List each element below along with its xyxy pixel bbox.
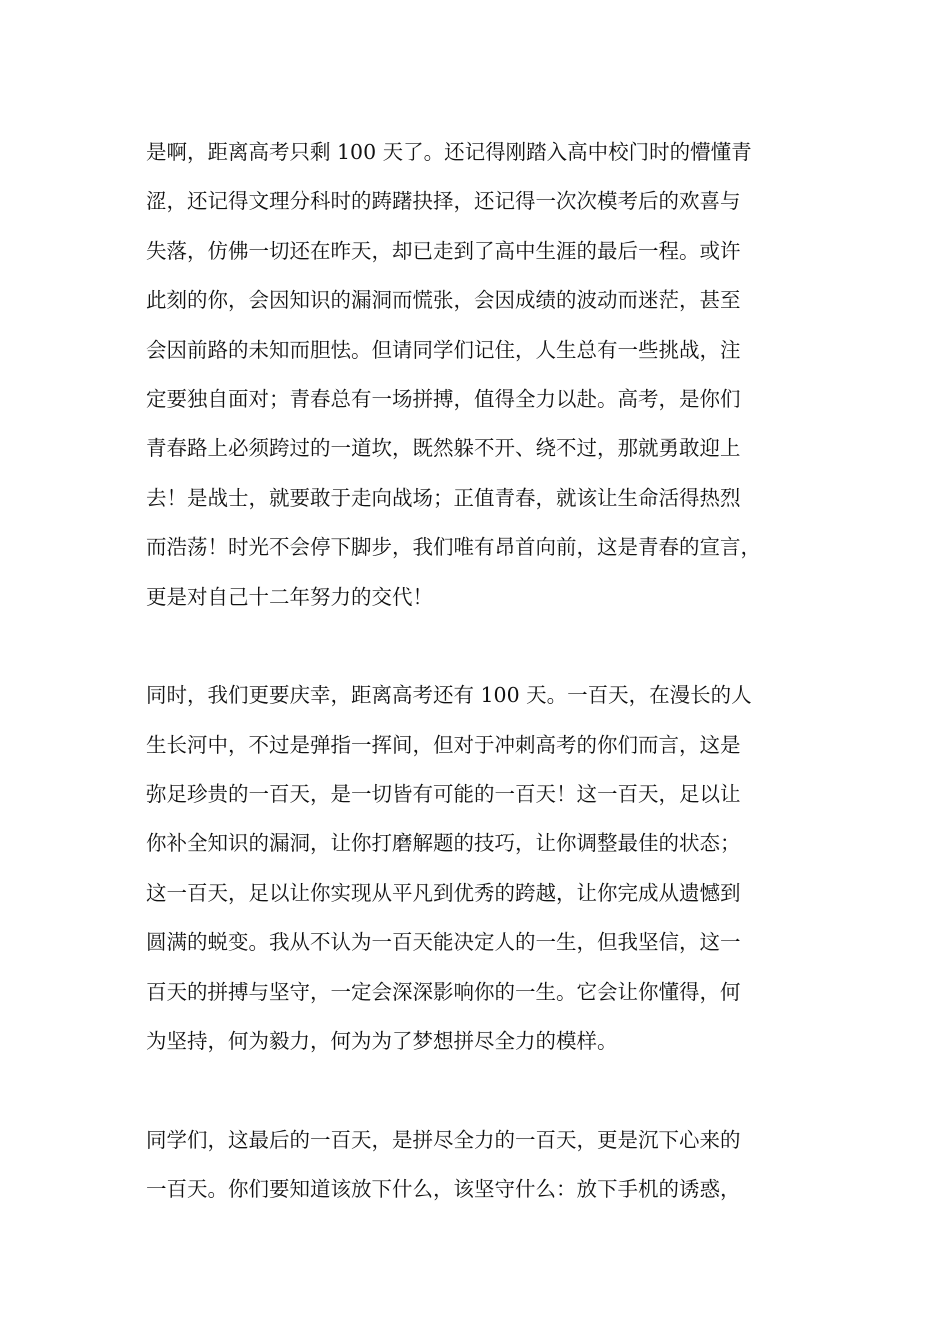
text-line: 此刻的你，会因知识的漏洞而慌张，会因成绩的波动而迷茫，甚至 (146, 288, 741, 313)
text-line: 同时，我们更要庆幸，距离高考还有 100 天。一百天，在漫长的人 (146, 683, 752, 708)
text-line: 青春路上必须跨过的一道坎，既然躲不开、绕不过，那就勇敢迎上 (146, 436, 741, 461)
text-line: 为坚持，何为毅力，何为为了梦想拼尽全力的模样。 (146, 1029, 618, 1054)
text-line: 去！是战士，就要敢于走向战场；正值青春，就该让生命活得热烈 (146, 485, 741, 510)
text-line: 弥足珍贵的一百天，是一切皆有可能的一百天！这一百天，足以让 (146, 782, 741, 807)
text-line: 同学们，这最后的一百天，是拼尽全力的一百天，更是沉下心来的 (146, 1127, 741, 1152)
paragraph-3 (146, 1116, 836, 1215)
paragraph-spacer (146, 1066, 836, 1115)
text-line: 圆满的蜕变。我从不认为一百天能决定人的一生，但我坚信，这一 (146, 930, 741, 955)
text-line: 会因前路的未知而胆怯。但请同学们记住，人生总有一些挑战，注 (146, 337, 741, 362)
text-line: 你补全知识的漏洞，让你打磨解题的技巧，让你调整最佳的状态； (146, 831, 741, 856)
text-line: 百天的拼搏与坚守，一定会深深影响你的一生。它会让你懂得，何 (146, 979, 741, 1004)
text-line: 是啊，距离高考只剩 100 天了。还记得刚踏入高中校门时的懵懂青 (146, 140, 752, 164)
text-line: 更是对自己十二年努力的交代！ (146, 584, 433, 609)
text-line: 涩，还记得文理分科时的踌躇抉择，还记得一次次模考后的欢喜与 (146, 189, 741, 214)
paragraph-spacer (146, 622, 836, 671)
text-line: 生长河中，不过是弹指一挥间，但对于冲刺高考的你们而言，这是 (146, 732, 741, 757)
paragraph-2 (146, 671, 836, 1066)
paragraph-1 (146, 128, 836, 622)
text-line: 失落，仿佛一切还在昨天，却已走到了高中生涯的最后一程。或许 (146, 238, 741, 263)
text-line: 这一百天，足以让你实现从平凡到优秀的跨越，让你完成从遗憾到 (146, 880, 741, 905)
text-line: 而浩荡！时光不会停下脚步，我们唯有昂首向前，这是青春的宣言， (146, 535, 761, 560)
document-body (146, 128, 836, 1215)
text-line: 定要独自面对；青春总有一场拼搏，值得全力以赴。高考，是你们 (146, 386, 741, 411)
text-line: 一百天。你们要知道该放下什么，该坚守什么：放下手机的诱惑， (146, 1177, 741, 1202)
